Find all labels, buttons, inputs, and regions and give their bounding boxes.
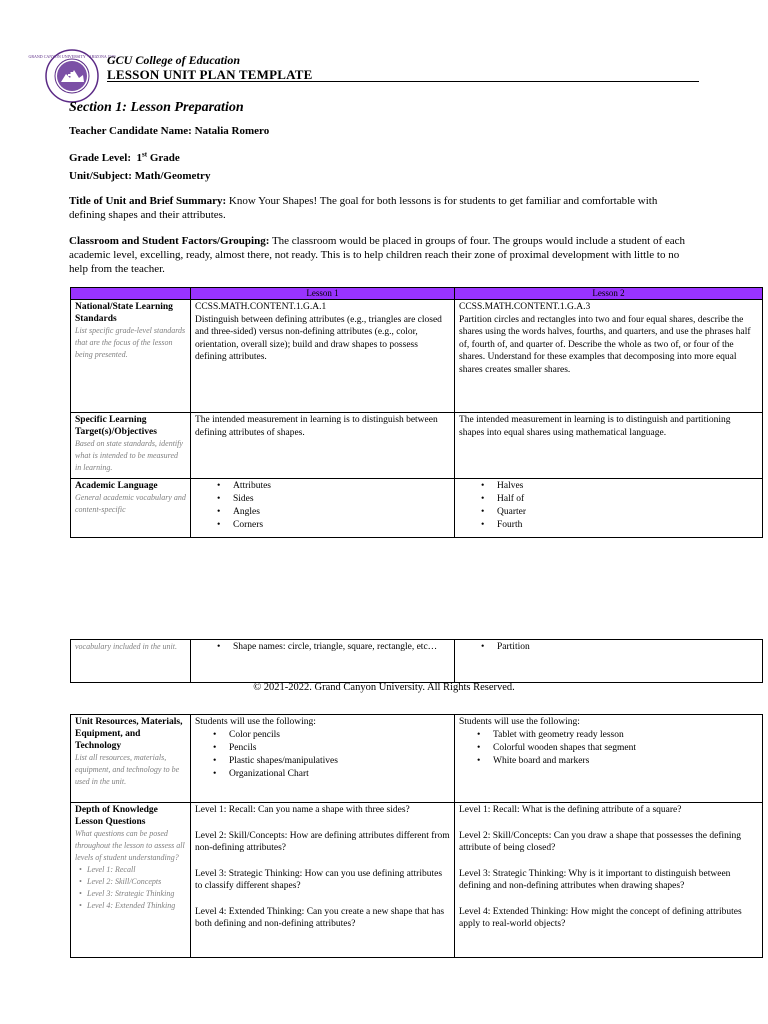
table-row: [71, 413, 763, 479]
svg-text:GRAND CANYON UNIVERSITY · ARIZ: GRAND CANYON UNIVERSITY · ARIZONA 1949: [28, 54, 116, 59]
language-heading: Academic Language: [75, 481, 158, 491]
list-item: • Corners: [233, 519, 450, 532]
resources-lesson-1: [191, 715, 455, 803]
header-rule: [107, 81, 699, 82]
dok-q3-l2: Level 3: Strategic Thinking: Why is it important to distinguish between defining and non-defining attributes when drawing shapes?: [459, 868, 731, 891]
template-title: LESSON UNIT PLAN TEMPLATE: [107, 67, 313, 82]
factors-field: Classroom and Student Factors/Grouping: The classroom would be placed in groups of four. The groups would include a student of each academic level, excelling, ready, almost there, not ready. This is to help children reach their zone of proximal development with little to no help from the teacher.: [69, 235, 686, 275]
language-label-cell: [71, 479, 191, 538]
section-title: Section 1: Lesson Preparation: [69, 100, 244, 115]
language-continued-label: [71, 640, 191, 683]
list-item: • Fourth: [497, 519, 758, 532]
list-item: • Attributes: [233, 480, 450, 493]
list-item: • White board and markers: [493, 755, 758, 768]
resources-intro-1: Students will use the following:: [195, 717, 316, 727]
list-item: • Color pencils: [229, 729, 450, 742]
list-item: • Halves: [497, 480, 758, 493]
resources-lesson-2: [455, 715, 763, 803]
standards-lesson-2: [455, 300, 763, 413]
list-item: • Angles: [233, 506, 450, 519]
dok-q3-l1: Level 3: Strategic Thinking: How can you use defining attributes to classify different shapes?: [195, 868, 443, 891]
list-item: • Colorful wooden shapes that segment: [493, 742, 758, 755]
list-item: • Level 3: Strategic Thinking: [87, 888, 186, 900]
language-continued-lesson-2: [455, 640, 763, 683]
header-lesson-2: Lesson 2: [455, 288, 763, 300]
table-row: [71, 803, 763, 958]
objectives-label-cell: [71, 413, 191, 479]
list-item: • Level 2: Skill/Concepts: [87, 876, 186, 888]
list-item: • Sides: [233, 493, 450, 506]
dok-desc: What questions can be posed throughout the lesson to assess all levels of student understanding?: [75, 829, 185, 862]
list-item: • Tablet with geometry ready lesson: [493, 729, 758, 742]
dok-lesson-2: [455, 803, 763, 958]
list-item: • Shape names: circle, triangle, square, rectangle, etc…: [233, 641, 450, 654]
language-lesson-2: [455, 479, 763, 538]
table-header-row: [71, 288, 763, 300]
standard-code-1: CCSS.MATH.CONTENT.1.G.A.1: [195, 302, 327, 312]
language-desc: General academic vocabulary and content-specific: [75, 493, 186, 514]
resources-label-cell: [71, 715, 191, 803]
teacher-field: Teacher Candidate Name: Natalia Romero: [69, 125, 270, 137]
objectives-lesson-2: The intended measurement in learning is to distinguish and partitioning shapes into equal shares using mathematical language.: [455, 413, 763, 479]
table-row: [71, 715, 763, 803]
summary-field: Title of Unit and Brief Summary: Know Your Shapes! The goal for both lessons is for students to get familiar and comfortable with defining shapes and their attributes.: [69, 195, 658, 221]
list-item: • Plastic shapes/manipulatives: [229, 755, 450, 768]
header-lesson-1: Lesson 1: [191, 288, 455, 300]
language-continued-lesson-1: [191, 640, 455, 683]
list-item: • Level 4: Extended Thinking: [87, 900, 186, 912]
list-item: • Partition: [497, 641, 758, 654]
standards-lesson-1: [191, 300, 455, 413]
dok-q4-l1: Level 4: Extended Thinking: Can you create a new shape that has both defining and non-defining attributes?: [195, 906, 445, 929]
standards-heading: National/State Learning Standards: [75, 302, 173, 324]
lesson-table-2: [70, 639, 763, 683]
table-row: [71, 479, 763, 538]
dok-q1-l2: Level 1: Recall: What is the defining attribute of a square?: [459, 805, 682, 815]
standards-label-cell: [71, 300, 191, 413]
dok-label-cell: [71, 803, 191, 958]
standard-text-2: Partition circles and rectangles into two and four equal shares, describe the shares using the words halves, fourths, and quarters, and use the phrases half of, fourth of, and quarter of. Describe the whole as two of, or four of the shares. Understand for these examples that decomposing into more equal shares creates smaller shares.: [459, 314, 751, 375]
copyright-footer: © 2021-2022. Grand Canyon University. All Rights Reserved.: [253, 682, 515, 693]
dok-q2-l1: Level 2: Skill/Concepts: How are defining attributes different from non-defining attributes?: [195, 830, 450, 853]
gcu-seal-logo: [28, 48, 116, 104]
list-item: • Level 1: Recall: [87, 864, 186, 876]
dok-q4-l2: Level 4: Extended Thinking: How might the concept of defining attributes apply to real-world objects?: [459, 906, 742, 929]
list-item: • Organizational Chart: [229, 768, 450, 781]
table-row: [71, 300, 763, 413]
grade-field: Grade Level: 1st Grade: [69, 150, 180, 164]
standard-code-2: CCSS.MATH.CONTENT.1.G.A.3: [459, 302, 591, 312]
resources-heading: Unit Resources, Materials, Equipment, and Technology: [75, 717, 183, 751]
list-item: • Half of: [497, 493, 758, 506]
list-item: • Quarter: [497, 506, 758, 519]
standards-desc: List specific grade-level standards that are the focus of the lesson being presented.: [75, 326, 186, 359]
resources-desc: List all resources, materials, equipment, and technology to be used in the unit.: [75, 753, 180, 786]
standard-text-1: Distinguish between defining attributes (e.g., triangles are closed and three-sided) versus non-defining attributes (e.g., color, orientation, overall size); build and draw shapes to possess defining attributes.: [195, 314, 442, 362]
dok-lesson-1: [191, 803, 455, 958]
dok-heading: Depth of Knowledge Lesson Questions: [75, 805, 158, 827]
objectives-heading: Specific Learning Target(s)/Objectives: [75, 415, 157, 437]
objectives-lesson-1: The intended measurement in learning is to distinguish between defining attributes of shapes.: [191, 413, 455, 479]
language-lesson-1: [191, 479, 455, 538]
list-item: • Pencils: [229, 742, 450, 755]
table-row: [71, 640, 763, 683]
resources-intro-2: Students will use the following:: [459, 717, 580, 727]
unit-field: Unit/Subject: Math/Geometry: [69, 170, 211, 182]
header-blank: [71, 288, 191, 300]
college-name: GCU College of Education: [107, 53, 241, 67]
language-continued-desc: vocabulary included in the unit.: [75, 642, 177, 651]
lesson-table-1: [70, 287, 763, 538]
dok-q1-l1: Level 1: Recall: Can you name a shape with three sides?: [195, 805, 410, 815]
dok-q2-l2: Level 2: Skill/Concepts: Can you draw a shape that possesses the defining attribute of being closed?: [459, 830, 742, 853]
objectives-desc: Based on state standards, identify what is intended to be measured in learning.: [75, 439, 183, 472]
lesson-table-3: [70, 714, 763, 958]
